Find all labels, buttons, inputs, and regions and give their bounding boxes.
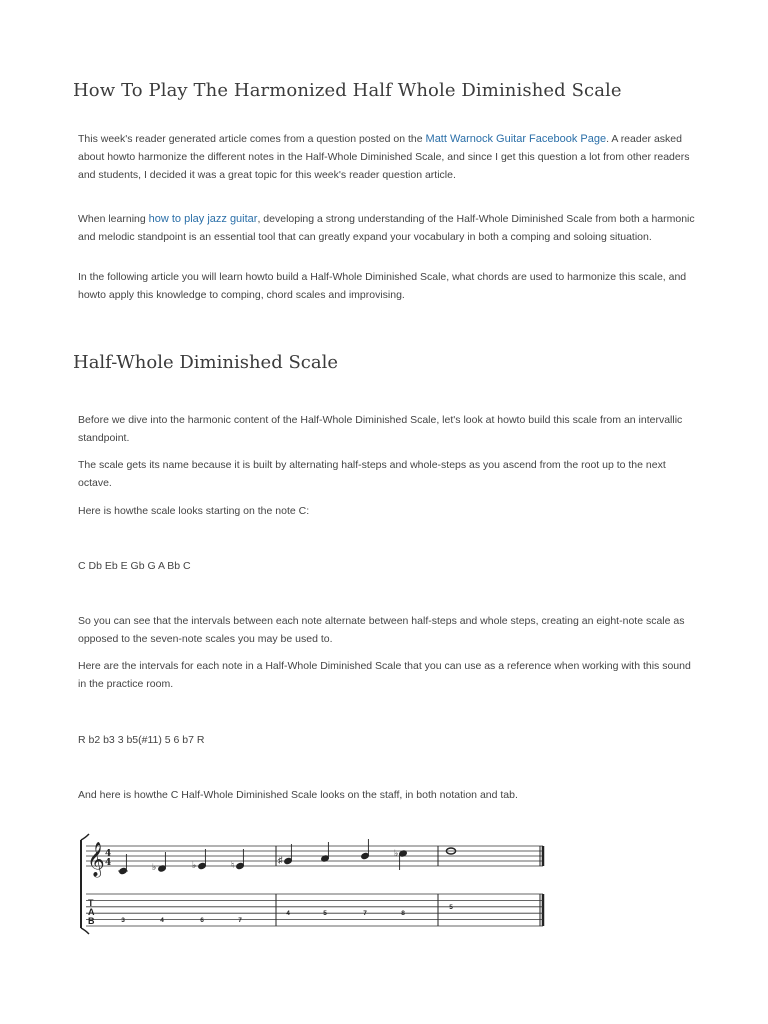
section-paragraph-5: Here are the intervals for each note in a Half-Whole Diminished Scale that you can use as a reference when working with this sound in the practice room. [78,660,691,690]
tab-fret: 5 [323,910,327,917]
tab-fret: 3 [121,917,125,924]
note-eb [192,849,206,870]
accidental-natural: ♮ [231,860,235,870]
tab-fret: 7 [238,917,242,924]
section-paragraph-2: The scale gets its name because it is built by alternating half-steps and whole-steps as you ascend from the root up to the next octave. [78,459,666,489]
page-title: How To Play The Harmonized Half Whole Diminished Scale [73,80,622,101]
facebook-page-link[interactable]: Matt Warnock Guitar Facebook Page [425,133,607,145]
section-paragraph-1: Before we dive into the harmonic content of the Half-Whole Diminished Scale, let's look at howto build this scale from an intervallic standpoint. [78,414,683,444]
scale-notes-group [118,839,456,875]
section-paragraph-6: And here is howthe C Half-Whole Diminished Scale looks on the staff, in both notation and tab. [78,789,518,801]
note-db [152,852,166,872]
intro-paragraph-2 [78,210,698,246]
tab-letter-a: A [88,907,95,917]
section-paragraph-3: Here is howthe scale looks starting on the note C: [78,505,310,517]
tab-fret: 5 [449,904,453,911]
scale-intervals: R b2 b3 3 b5(#11) 5 6 b7 R [78,734,205,746]
note-g [321,842,330,862]
intro-paragraph-1 [78,130,698,184]
barlines [276,846,543,926]
note-bb [394,848,407,870]
tab-fret: 4 [160,917,164,924]
tab-staff-lines [86,894,543,926]
note-e [231,849,244,870]
accidental-flat-2: ♭ [192,860,197,870]
note-gb [278,844,292,865]
tab-fret: 6 [200,917,204,924]
note-a [361,839,370,860]
intro-text-1b: . A reader asked about howto harmonize the different notes in the Half-Whole Diminished Scale, and since I get this question a lot from other readers and students, I decided it was a great topic for this week's reader question article. [78,133,690,181]
accidental-flat-1: ♭ [152,862,157,872]
tab-fret: 7 [363,910,367,917]
section-paragraph-4: So you can see that the intervals between each note alternate between half-steps and whole steps, creating an eight-note scale as opposed to the seven-note scales you may be used to. [78,615,685,645]
scale-notes: C Db Eb E Gb G A Bb C [78,560,191,572]
treble-clef-icon: 𝄞 [87,842,105,877]
accidental-flat-3: ♭ [394,848,399,858]
intro-text-2a: When learning [78,213,149,225]
accidental-sharp: ♯ [278,855,283,865]
jazz-guitar-link[interactable]: how to play jazz guitar [148,213,258,225]
intro-text-2b: , developing a strong understanding of the Half-Whole Diminished Scale from both a harmonic and melodic standpoint is an essential tool that can greatly expand your vocabulary in both a comping and soloing situation. [78,213,695,243]
tab-fret: 8 [401,910,405,917]
section-heading: Half-Whole Diminished Scale [73,352,339,373]
tab-clef [88,898,95,926]
time-signature-bottom: 4 [105,858,112,868]
tab-fret: 4 [286,910,290,917]
note-c [118,854,128,875]
time-signature-top: 4 [105,849,112,859]
intro-text-1a: This week's reader generated article comes from a question posted on the [78,133,426,145]
tab-letter-t: T [88,898,94,908]
intro-paragraph-3: In the following article you will learn howto build a Half-Whole Diminished Scale, what chords are used to harmonize this scale, and howto apply this knowledge to comping, chord scales and improvising. [78,271,687,301]
notation-and-tab-image [78,832,548,936]
tab-letter-b: B [88,916,95,926]
